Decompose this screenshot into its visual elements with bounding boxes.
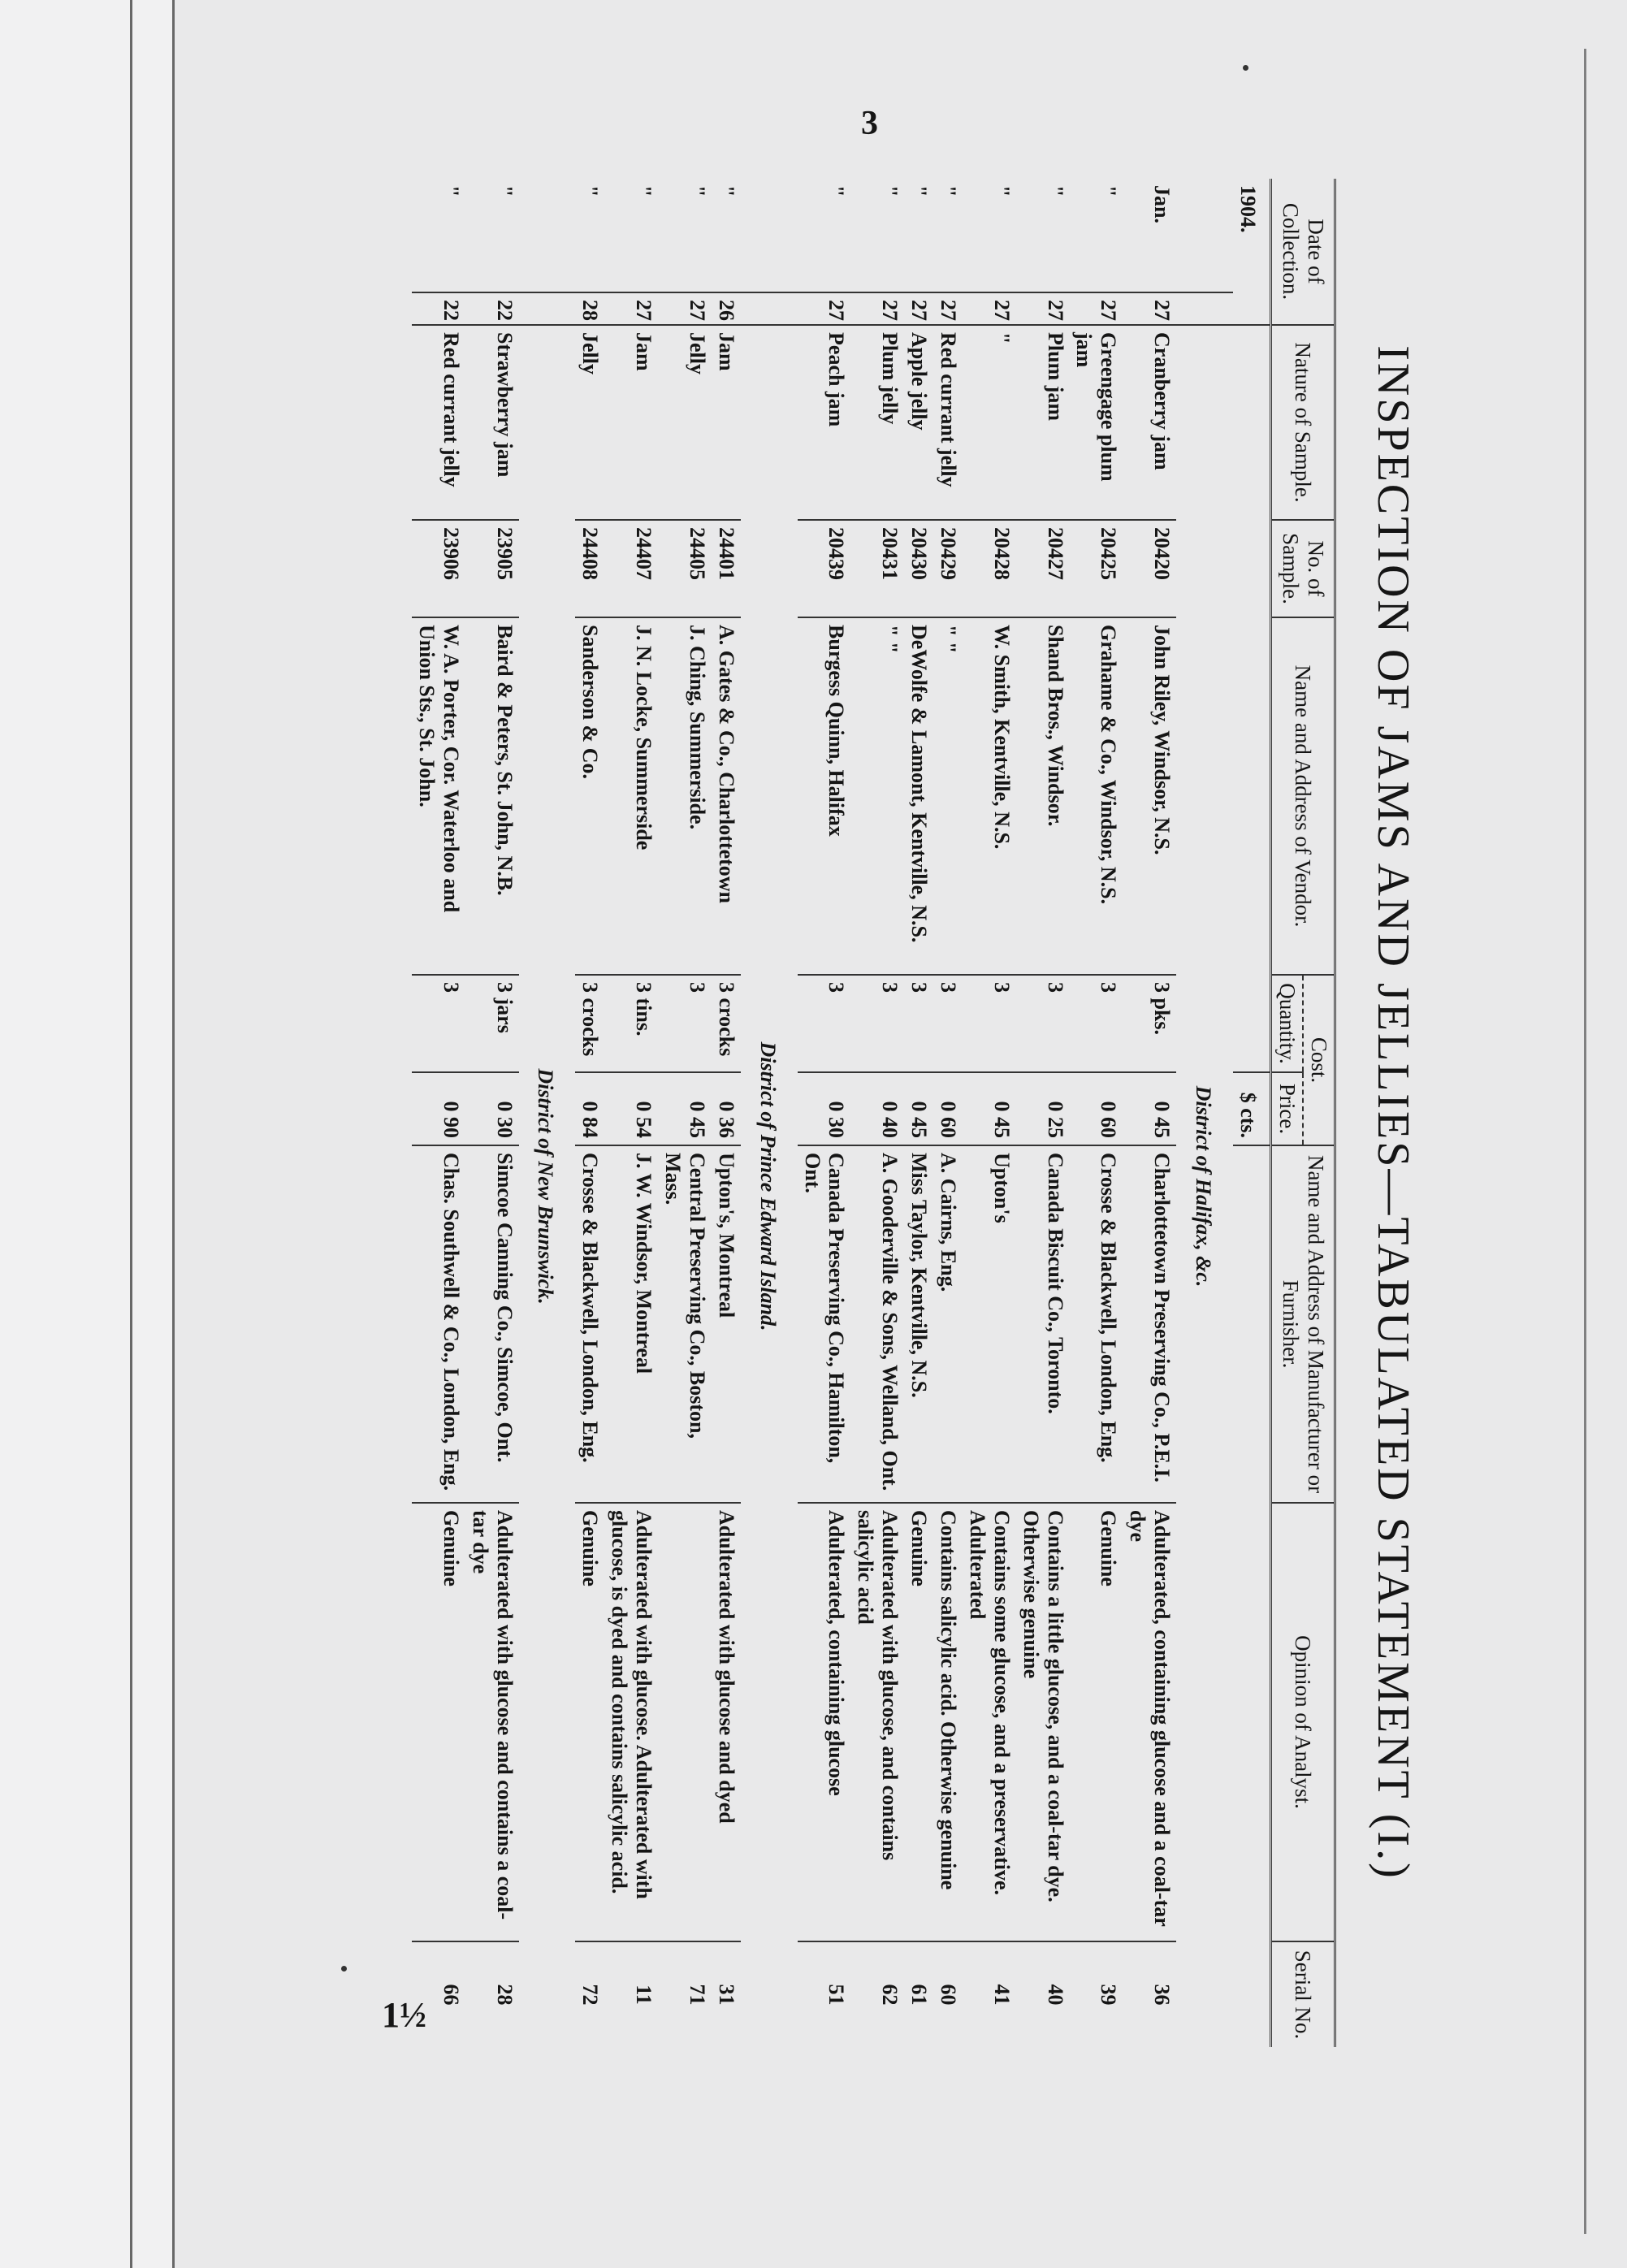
- cell-nature: Strawberry jam: [465, 325, 519, 520]
- cell-sample-no: 20439: [798, 520, 851, 617]
- cell-month: ": [1043, 185, 1067, 197]
- cell-opinion: Contains some glucose, and a preservative. Adulterated: [963, 1503, 1016, 1941]
- cell-vendor: W. Smith, Kentville, N.S.: [963, 617, 1016, 975]
- cell-price: 0 30: [465, 1072, 519, 1145]
- cell-opinion: Genuine: [575, 1503, 604, 1941]
- cell-nature: Plum jam: [1016, 325, 1070, 520]
- cell-nature: Jelly: [575, 325, 604, 520]
- cell-serial: 60: [933, 1941, 963, 2047]
- cell-quantity: 3: [850, 975, 904, 1072]
- cell-manufacturer: Crosse & Blackwell, London, Eng.: [575, 1145, 604, 1503]
- header-serial: Serial No.: [1270, 1941, 1335, 2047]
- cell-manufacturer: Simcoe Canning Co., Simcoe, Ont.: [465, 1145, 519, 1503]
- table-row: [712, 179, 741, 2047]
- year: 1904.: [1235, 185, 1260, 233]
- cell-day: 27: [798, 292, 851, 325]
- cell-vendor: W. A. Porter, Cor. Waterloo and Union Sts., St. John.: [412, 617, 465, 975]
- cell-sample-no: 23906: [412, 520, 465, 617]
- cell-serial: 36: [1123, 1941, 1176, 2047]
- cell-sample-no: 23905: [465, 520, 519, 617]
- cell-day: 26: [712, 292, 741, 325]
- cell-manufacturer: Charlottetown Preserving Co., P.E.I.: [1123, 1145, 1176, 1503]
- cell-month: ": [1097, 185, 1121, 197]
- table-row: [850, 179, 904, 2047]
- page-title: INSPECTION OF JAMS AND JELLIES—TABULATED STATEMENT (I.): [1368, 345, 1418, 1881]
- cell-nature: Red currant jelly: [412, 325, 465, 520]
- cell-manufacturer: Upton's, Montreal: [712, 1145, 741, 1503]
- cell-nature: Jam: [604, 325, 658, 520]
- cell-vendor: DeWolfe & Lamont, Kentville, N.S.: [904, 617, 933, 975]
- cell-opinion: Adulterated with glucose and contains a coal-tar dye: [465, 1503, 519, 1941]
- jams-jellies-table: [412, 179, 1336, 2047]
- cell-vendor: Sanderson & Co.: [575, 617, 604, 975]
- cell-day: 27: [963, 292, 1016, 325]
- cell-sample-no: 20420: [1123, 520, 1176, 617]
- cell-day: 22: [412, 292, 465, 325]
- cell-sample-no: 24405: [658, 520, 712, 617]
- cell-nature: Plum jelly: [850, 325, 904, 520]
- cell-quantity: 3 pks.: [1123, 975, 1176, 1072]
- binding-edge: [172, 0, 175, 2268]
- cell-day: 28: [575, 292, 604, 325]
- cell-vendor: Shand Bros., Windsor.: [1016, 617, 1070, 975]
- cell-month: ": [439, 185, 463, 197]
- right-page-edge: [1584, 49, 1586, 2234]
- cell-serial: 28: [465, 1941, 519, 2047]
- cell-price: 0 54: [604, 1072, 658, 1145]
- table-row: [658, 179, 712, 2047]
- cell-day: 27: [1016, 292, 1070, 325]
- cell-quantity: 3: [963, 975, 1016, 1072]
- cell-day: 22: [465, 292, 519, 325]
- cell-quantity: 3 crocks: [575, 975, 604, 1072]
- sheet-mark: 1½: [382, 1995, 426, 2035]
- cell-price: 0 30: [798, 1072, 851, 1145]
- table-row: [798, 179, 851, 2047]
- table-row: [1070, 179, 1123, 2047]
- cell-month: ": [714, 185, 738, 197]
- cell-manufacturer: Upton's: [963, 1145, 1016, 1503]
- cell-quantity: 3 tins.: [604, 975, 658, 1072]
- cell-opinion: Adulterated, containing glucose and a coal-tar dye: [1123, 1503, 1176, 1941]
- cell-month: ": [937, 185, 960, 197]
- table-row: [465, 179, 519, 2047]
- cell-sample-no: 24408: [575, 520, 604, 617]
- cell-vendor: " ": [933, 617, 963, 975]
- cell-nature: Cranberry jam: [1123, 325, 1176, 520]
- cell-month: ": [907, 185, 932, 197]
- cell-sample-no: 20427: [1016, 520, 1070, 617]
- cell-opinion: Adulterated with glucose. Adulterated with glucose, is dyed and contains salicylic acid.: [604, 1503, 658, 1941]
- cell-price: 0 90: [412, 1072, 465, 1145]
- cell-price: 0 45: [1123, 1072, 1176, 1145]
- cell-opinion: [658, 1503, 712, 1941]
- left-page-margin: [0, 0, 175, 2268]
- cell-serial: 39: [1070, 1941, 1123, 2047]
- cell-opinion: Adulterated with glucose and dyed: [712, 1503, 741, 1941]
- cell-sample-no: 24407: [604, 520, 658, 617]
- cell-manufacturer: Canada Biscuit Co., Toronto.: [1016, 1145, 1070, 1503]
- page-number: 3: [861, 105, 878, 142]
- table-row: [575, 179, 604, 2047]
- cell-quantity: 3: [933, 975, 963, 1072]
- cell-vendor: Grahame & Co., Windsor, N.S.: [1070, 617, 1123, 975]
- cell-manufacturer: A. Cairns, Eng.: [933, 1145, 963, 1503]
- header-quantity: Quantity.: [1270, 975, 1303, 1072]
- table-row: [412, 179, 465, 2047]
- cell-manufacturer: Chas. Southwell & Co., London, Eng.: [412, 1145, 465, 1503]
- cell-serial: 66: [412, 1941, 465, 2047]
- cell-nature: Red currant jelly: [933, 325, 963, 520]
- cell-serial: 31: [712, 1941, 741, 2047]
- cell-price: 0 36: [712, 1072, 741, 1145]
- cell-serial: 71: [658, 1941, 712, 2047]
- table-row: [904, 179, 933, 2047]
- price-units: $ cts.: [1233, 1072, 1270, 1145]
- cell-vendor: " ": [850, 617, 904, 975]
- table-row: [933, 179, 963, 2047]
- cell-month: ": [632, 185, 656, 197]
- cell-sample-no: 20430: [904, 520, 933, 617]
- cell-sample-no: 20428: [963, 520, 1016, 617]
- header-manufacturer: Name and Address of Manufacturer or Furnisher.: [1270, 1145, 1335, 1503]
- cell-serial: 62: [850, 1941, 904, 2047]
- district-heading: District of Halifax, &c.: [1176, 325, 1233, 2047]
- header-sample-no: No. of Sample.: [1270, 520, 1335, 617]
- header-cost: Cost.: [1303, 975, 1335, 1145]
- cell-day: 27: [850, 292, 904, 325]
- cell-month: ": [492, 185, 517, 197]
- table-row: [604, 179, 658, 2047]
- cell-nature: Apple jelly: [904, 325, 933, 520]
- cell-price: 0 60: [1070, 1072, 1123, 1145]
- table-row: [1016, 179, 1070, 2047]
- cell-price: 0 84: [575, 1072, 604, 1145]
- cell-sample-no: 24401: [712, 520, 741, 617]
- cell-vendor: Baird & Peters, St. John, N.B.: [465, 617, 519, 975]
- cell-month: Jan.: [1150, 185, 1175, 223]
- cell-price: 0 60: [933, 1072, 963, 1145]
- cell-vendor: J. N. Locke, Summerside: [604, 617, 658, 975]
- cell-nature: Greengage plum jam: [1070, 325, 1123, 520]
- rotated-table-block: [240, 179, 1442, 2047]
- cell-nature: Jam: [712, 325, 741, 520]
- header-date: Date of Collection.: [1270, 179, 1335, 325]
- cell-nature: Jelly: [658, 325, 712, 520]
- cell-vendor: John Riley, Windsor, N.S.: [1123, 617, 1176, 975]
- cell-sample-no: 20429: [933, 520, 963, 617]
- cell-manufacturer: Miss Taylor, Kentville, N.S.: [904, 1145, 933, 1503]
- cell-serial: 51: [798, 1941, 851, 2047]
- binding-edge: [130, 0, 132, 2268]
- cell-quantity: 3: [658, 975, 712, 1072]
- cell-day: 27: [933, 292, 963, 325]
- cell-sample-no: 20431: [850, 520, 904, 617]
- district-heading: District of Prince Edward Island.: [741, 325, 798, 2047]
- header-price: Price.: [1270, 1072, 1303, 1145]
- header-vendor: Name and Address of Vendor.: [1270, 617, 1335, 975]
- cell-vendor: A. Gates & Co., Charlottetown: [712, 617, 741, 975]
- cell-month: ": [878, 185, 902, 197]
- cell-month: ": [989, 185, 1014, 197]
- cell-day: 27: [904, 292, 933, 325]
- cell-quantity: 3: [904, 975, 933, 1072]
- table-row: [1123, 179, 1176, 2047]
- cell-manufacturer: Crosse & Blackwell, London, Eng.: [1070, 1145, 1123, 1503]
- cell-price: 0 40: [850, 1072, 904, 1145]
- cell-price: 0 45: [963, 1072, 1016, 1145]
- cell-manufacturer: J. W. Windsor, Montreal: [604, 1145, 658, 1503]
- header-nature: Nature of Sample.: [1270, 325, 1335, 520]
- cell-serial: 61: [904, 1941, 933, 2047]
- cell-opinion: Genuine: [904, 1503, 933, 1941]
- cell-day: 27: [1123, 292, 1176, 325]
- cell-opinion: Adulterated, containing glucose: [798, 1503, 851, 1941]
- cell-quantity: 3 crocks: [712, 975, 741, 1072]
- cell-month: ": [578, 185, 603, 197]
- cell-serial: 11: [604, 1941, 658, 2047]
- cell-month: ": [685, 185, 709, 197]
- cell-vendor: J. Ching, Summerside.: [658, 617, 712, 975]
- cell-serial: 72: [575, 1941, 604, 2047]
- table-row: [963, 179, 1016, 2047]
- scan-speck: [1243, 65, 1248, 71]
- cell-day: 27: [1070, 292, 1123, 325]
- cell-opinion: Adulterated with glucose, and contains salicylic acid: [850, 1503, 904, 1941]
- cell-price: 0 45: [658, 1072, 712, 1145]
- cell-opinion: Genuine: [412, 1503, 465, 1941]
- cell-manufacturer: Central Preserving Co., Boston, Mass.: [658, 1145, 712, 1503]
- cell-nature: ": [963, 325, 1016, 520]
- cell-quantity: 3: [1070, 975, 1123, 1072]
- cell-quantity: 3: [1016, 975, 1070, 1072]
- cell-month: ": [824, 185, 849, 197]
- cell-vendor: Burgess Quinn, Halifax: [798, 617, 851, 975]
- cell-opinion: Contains a little glucose, and a coal-tar dye. Otherwise genuine: [1016, 1503, 1070, 1941]
- header-opinion: Opinion of Analyst.: [1270, 1503, 1335, 1941]
- cell-quantity: 3 jars: [465, 975, 519, 1072]
- cell-day: 27: [658, 292, 712, 325]
- district-heading: District of New Brunswick.: [519, 325, 576, 2047]
- cell-sample-no: 20425: [1070, 520, 1123, 617]
- cell-day: 27: [604, 292, 658, 325]
- cell-price: 0 45: [904, 1072, 933, 1145]
- cell-opinion: Genuine: [1070, 1503, 1123, 1941]
- cell-price: 0 25: [1016, 1072, 1070, 1145]
- cell-serial: 40: [1016, 1941, 1070, 2047]
- cell-opinion: Contains salicylic acid. Otherwise genuine: [933, 1503, 963, 1941]
- cell-quantity: 3: [412, 975, 465, 1072]
- cell-manufacturer: Canada Preserving Co., Hamilton, Ont.: [798, 1145, 851, 1503]
- cell-manufacturer: A. Gooderville & Sons, Welland, Ont.: [850, 1145, 904, 1503]
- cell-nature: Peach jam: [798, 325, 851, 520]
- cell-quantity: 3: [798, 975, 851, 1072]
- cell-serial: 41: [963, 1941, 1016, 2047]
